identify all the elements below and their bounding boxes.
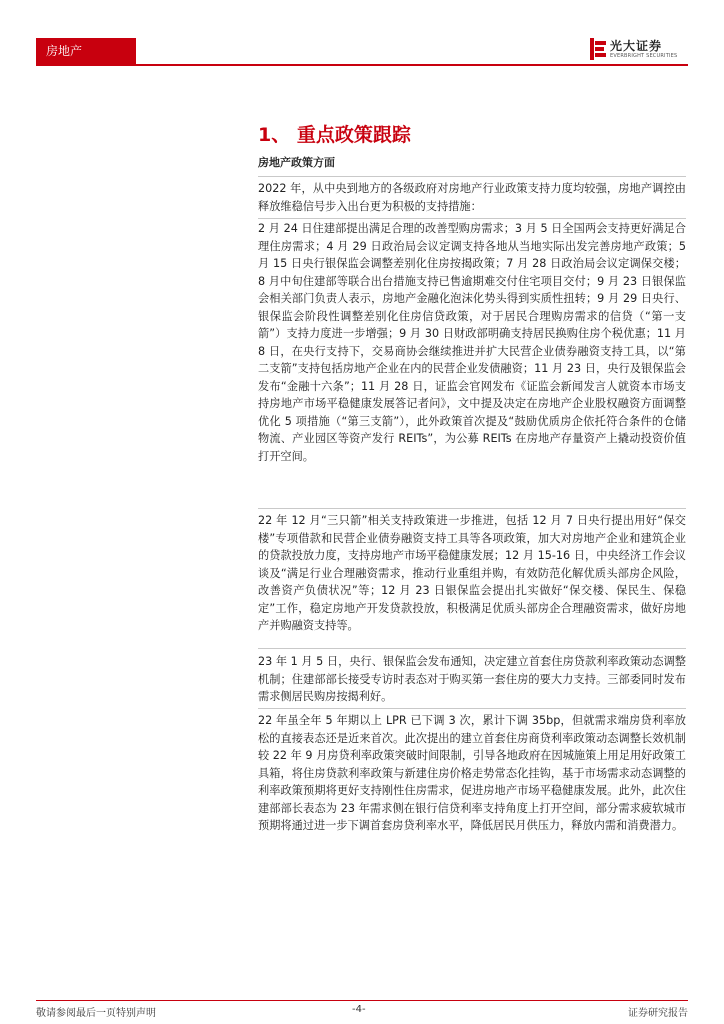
divider [258, 648, 686, 649]
section-title: 1、 重点政策跟踪 [258, 124, 411, 146]
footer-report-type: 证券研究报告 [628, 1008, 688, 1019]
logo-name-cn: 光大证券 [610, 39, 663, 53]
paragraph: 22 年虽全年 5 年期以上 LPR 已下调 3 次，累计下调 35bp，但就需求端房贷利率放松的直接表态还是近来首次。此次提出的建立首套住房商贷利率政策动态调整长效机制较 22 年 9 月房贷利率政策突破时间限制，引导各地政府在因城施策上用足用好政策工具箱，将住房贷款利率政策与新建住房价格走势常态化挂钩，基于市场需求动态调整的利率政策预期将更好支持刚性住房需求，促进房地产市场平稳健康发展。此外，此次住建部部长表态为 23 年需求侧在银行信贷利率支持角度上打开空间，部分需求疲软城市预期将通过进一步下调首套房贷利率水平，降低居民月供压力，释放内需和消费潜力。 [258, 714, 686, 832]
divider [258, 176, 686, 177]
paragraph: 2 月 24 日住建部提出满足合理的改善型购房需求；3 月 5 日全国两会支持更好满足合理住房需求；4 月 29 日政治局会议定调支持各地从当地实际出发完善房地产政策；5 月 15 日央行银保监会调整差别化住房按揭政策；7 月 28 日政治局会议定调保交楼；8 月中旬住建部等联合出台措施支持已售逾期难交付住宅项目交付；9 月 23 日银保监会相关部门负责人表示，房地产金融化泡沫化势头得到实质性扭转；9 月 29 日央行、银保监会阶段性调整差别化住房信贷政策，对于居民合理购房需求的信贷（“第一支箭”）支持力度进一步增强；9 月 30 日财政部明确支持居民换购住房个税优惠；11 月 8 日，在央行支持下，交易商协会继续推进并扩大民营企业债券融资支持工具，以“第二支箭”支持包括房地产企业在内的民营企业发债融资；11 月 23 日，央行及银保监会发布“金融十六条”；11 月 28 日，证监会官网发布《证监会新闻发言人就资本市场支持房地产市场平稳健康发展答记者问》，文中提及决定在房地产企业股权融资方面调整优化 5 项措施（“第三支箭”），此外政策首次提及“鼓励优质房企依托符合条件的仓储物流、产业园区等资产发行 REITs”，为公募 REITs 在房地产存量资产上撬动投资价值打开空间。 [258, 222, 686, 463]
paragraph: 23 年 1 月 5 日，央行、银保监会发布通知，决定建立首套住房贷款利率政策动态调整机制；住建部部长接受专访时表态对于购买第一套住房的要大力支持。三部委同时发布需求侧居民购房按揭利好。 [258, 655, 686, 703]
page-number: -4- [352, 1004, 366, 1015]
paragraph: 22 年 12 月“三只箭”相关支持政策进一步推进，包括 12 月 7 日央行提出用好“保交楼”专项借款和民营企业债券融资支持工具等各项政策，加大对房地产企业和建筑企业的贷款投放力度，支持房地产市场平稳健康发展；12 月 15-16 日，中央经济工作会议谈及“满足行业合理融资需求，推动行业重组并购，有效防范化解优质头部房企风险，改善资产负债状况”等；12 月 23 日银保监会提出扎实做好“保交楼、保民生、保稳定”工作，稳定房地产开发贷款投放，积极满足优质头部房企合理融资需求，做好房地产并购融资支持等。 [258, 514, 686, 632]
company-logo [590, 36, 686, 64]
divider [258, 708, 686, 709]
divider [258, 218, 686, 219]
logo-mark-icon [590, 38, 606, 60]
footer-divider [36, 1000, 688, 1001]
divider [258, 508, 686, 509]
footer-disclaimer: 敬请参阅最后一页特别声明 [36, 1008, 156, 1019]
subheading: 房地产政策方面 [258, 156, 335, 169]
section-tag: 房地产 [36, 38, 136, 64]
header-divider [36, 64, 688, 66]
paragraph: 2022 年，从中央到地方的各级政府对房地产行业政策支持力度均较强，房地产调控由释放维稳信号步入出台更为积极的支持措施： [258, 182, 686, 213]
logo-name-en: EVERBRIGHT SECURITIES [610, 53, 678, 59]
